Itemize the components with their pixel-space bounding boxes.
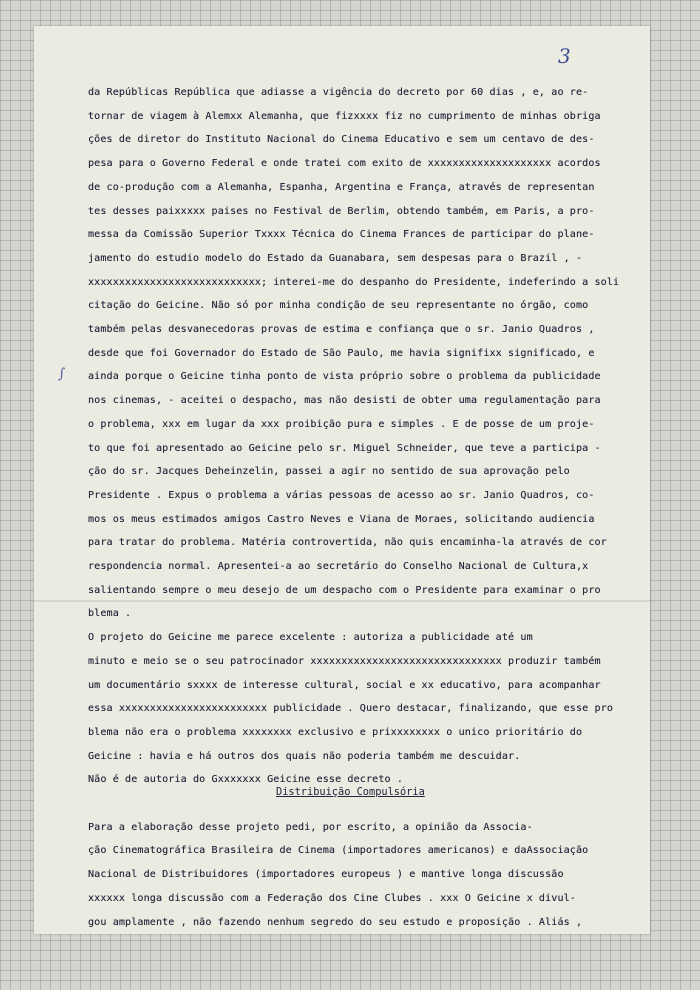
page-number: 3 [558, 44, 571, 68]
text-line: ção do sr. Jacques Deheinzelin, passei a agir no sentido de sua aprovação pelo [88, 466, 570, 478]
text-line: messa da Comissão Superior Txxxx Técnica do Cinema Frances de participar do plane- [88, 229, 595, 241]
text-line: pesa para o Governo Federal e onde tratei com exito de xxxxxxxxxxxxxxxxxxxx acordos [88, 158, 601, 170]
text-line: xxxxxxxxxxxxxxxxxxxxxxxxxxxx; interei-me do despanho do Presidente, indeferindo a soli [88, 276, 620, 288]
text-line: gou amplamente , não fazendo nenhum segredo do seu estudo e proposição . Aliás , [88, 916, 583, 928]
text-line: Para a elaboração desse projeto pedi, por escrito, a opinião da Associa- [88, 821, 533, 833]
text-line: minuto e meio se o seu patrocinador xxxxxxxxxxxxxxxxxxxxxxxxxxxxxxx produzir também [88, 655, 601, 667]
text-line: desde que foi Governador do Estado de São Paulo, me havia signifixx significado, e [88, 347, 595, 359]
text-line: de co-produção com a Alemanha, Espanha, Argentina e França, através de representan [88, 181, 595, 193]
text-line: Geicine : havia e há outros dos quais não poderia também me descuidar. [88, 750, 521, 762]
text-line: blema . [88, 608, 132, 620]
text-line: um documentário sxxxx de interesse cultural, social e xx educativo, para acompanhar [88, 679, 601, 691]
text-line: Nacional de Distribuidores (importadores europeus ) e mantive longa discussão [88, 869, 564, 881]
text-line: nos cinemas, - aceitei o despacho, mas não desisti de obter uma regulamentação para [88, 395, 601, 407]
text-line: Não é de autoria do Gxxxxxxx Geicine esse decreto . [88, 774, 404, 786]
margin-mark: ∫ [58, 366, 66, 382]
text-line: O projeto do Geicine me parece excelente : autoriza a publicidade até um [88, 632, 533, 644]
text-line: salientando sempre o meu desejo de um despacho com o Presidente para examinar o pro [88, 584, 601, 596]
text-line: citação do Geicine. Não só por minha condição de seu representante no órgão, como [88, 300, 589, 312]
text-line: to que foi apresentado ao Geicine pelo sr. Miguel Schneider, que teve a participa - [88, 442, 601, 454]
text-line: xxxxxx longa discussão com a Federação dos Cine Clubes . xxx O Geicine x divul- [88, 892, 576, 904]
text-line: da Repúblicas República que adiasse a vigência do decreto por 60 dias , e, ao re- [88, 87, 589, 98]
text-line: jamento do estudio modelo do Estado da Guanabara, sem despesas para o Brazil , - [88, 252, 583, 264]
text-line: mos os meus estimados amigos Castro Neves e Viana de Moraes, solicitando audiencia [88, 513, 595, 525]
text-line: essa xxxxxxxxxxxxxxxxxxxxxxxx publicidade . Quero destacar, finalizando, que esse pro [88, 703, 614, 715]
text-line: ção Cinematográfica Brasileira de Cinema (importadores americanos) e daAssociação [88, 845, 589, 857]
text-line: ainda porque o Geicine tinha ponto de vista próprio sobre o problema da publicidade [88, 371, 601, 383]
section-heading: Distribuição Compulsória [276, 786, 425, 798]
text-line: Presidente . Expus o problema a várias pessoas de acesso ao sr. Janio Quadros, co- [88, 489, 595, 501]
text-line: ções de diretor do Instituto Nacional do Cinema Educativo e sem um centavo de des- [88, 134, 595, 146]
text-line: respondencia normal. Apresentei-a ao secretário do Conselho Nacional de Cultura,x [88, 561, 589, 572]
text-line: blema não era o problema xxxxxxxx exclusivo e prixxxxxxxx o unico prioritário do [88, 726, 583, 738]
text-line: também pelas desvanecedoras provas de estima e confiança que o sr. Janio Quadros , [88, 324, 595, 335]
text-line: tornar de viagem à Alemxx Alemanha, que fizxxxx fiz no cumprimento de minhas obriga [88, 110, 601, 122]
text-line: tes desses paixxxxx paises no Festival de Berlim, obtendo também, em Paris, a pro- [88, 205, 595, 217]
text-line: para tratar do problema. Matéria controvertida, não quis encaminha-la através de cor [88, 537, 607, 549]
text-line: o problema, xxx em lugar da xxx proibição pura e simples . E de posse de um proje- [88, 418, 595, 430]
